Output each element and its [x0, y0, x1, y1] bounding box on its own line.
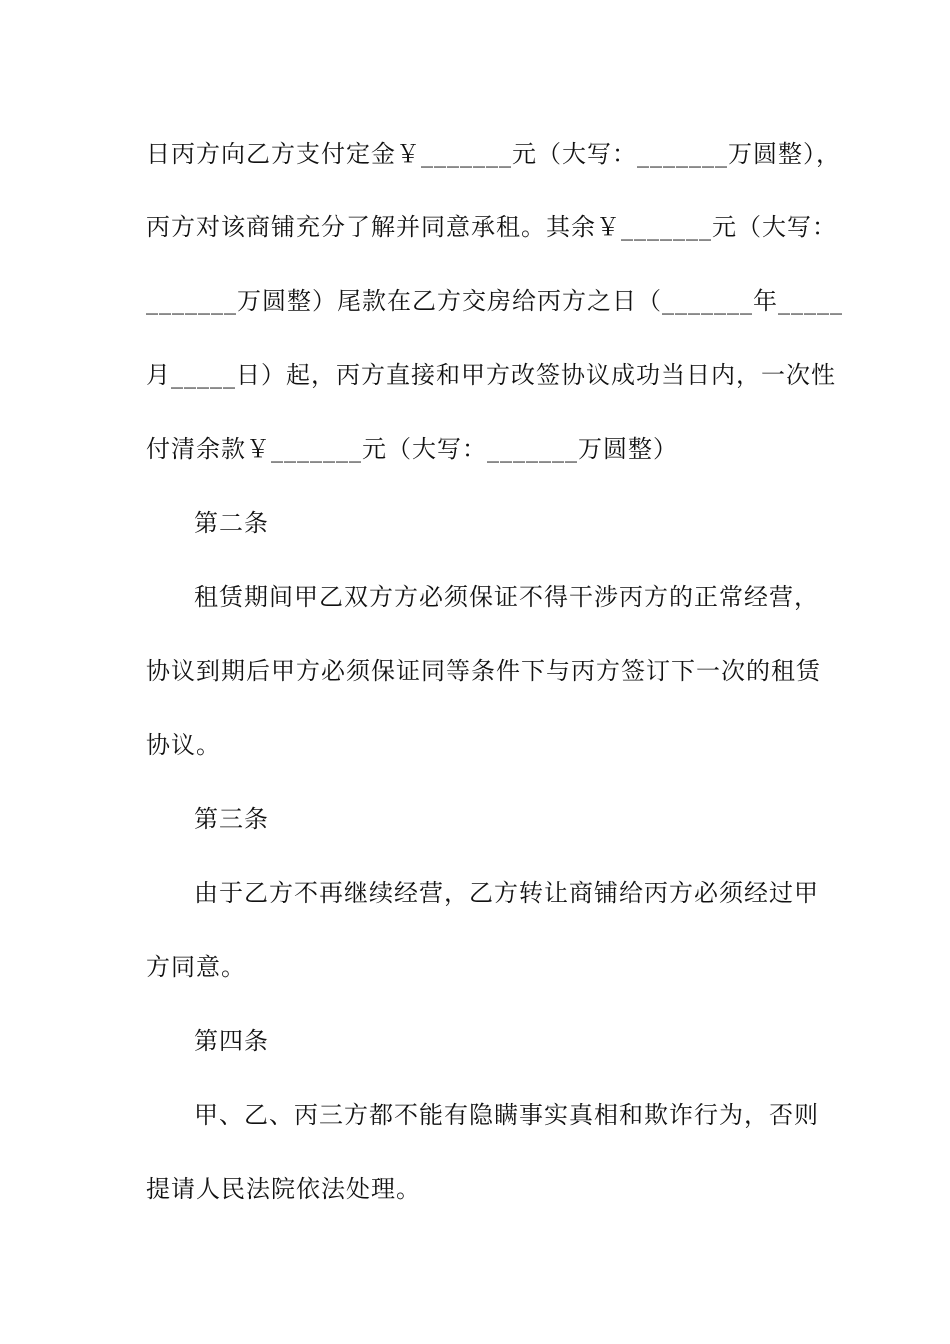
paragraph-line-4: 月_____日）起，丙方直接和甲方改签协议成功当日内，一次性: [146, 361, 836, 389]
article-4-line-1: 甲、乙、丙三方都不能有隐瞒事实真相和欺诈行为，否则: [194, 1101, 819, 1129]
article-2-line-2: 协议到期后甲方必须保证同等条件下与丙方签订下一次的租赁: [146, 657, 821, 685]
paragraph-line-3: _______万圆整）尾款在乙方交房给丙方之日（_______年_____: [146, 287, 843, 315]
article-heading-3: 第三条: [194, 805, 269, 833]
article-2-line-3: 协议。: [146, 731, 221, 759]
article-4-line-2: 提请人民法院依法处理。: [146, 1175, 421, 1203]
article-heading-4: 第四条: [194, 1027, 269, 1055]
paragraph-line-2: 丙方对该商铺充分了解并同意承租。其余￥_______元（大写：: [146, 213, 837, 241]
paragraph-line-1: 日丙方向乙方支付定金￥_______元（大写：_______万圆整），: [146, 140, 841, 168]
article-heading-2: 第二条: [194, 509, 269, 537]
paragraph-line-5: 付清余款￥_______元（大写：_______万圆整）: [146, 435, 678, 463]
article-3-line-1: 由于乙方不再继续经营，乙方转让商铺给丙方必须经过甲: [194, 879, 819, 907]
article-2-line-1: 租赁期间甲乙双方方必须保证不得干涉丙方的正常经营，: [194, 583, 819, 611]
article-3-line-2: 方同意。: [146, 953, 246, 981]
